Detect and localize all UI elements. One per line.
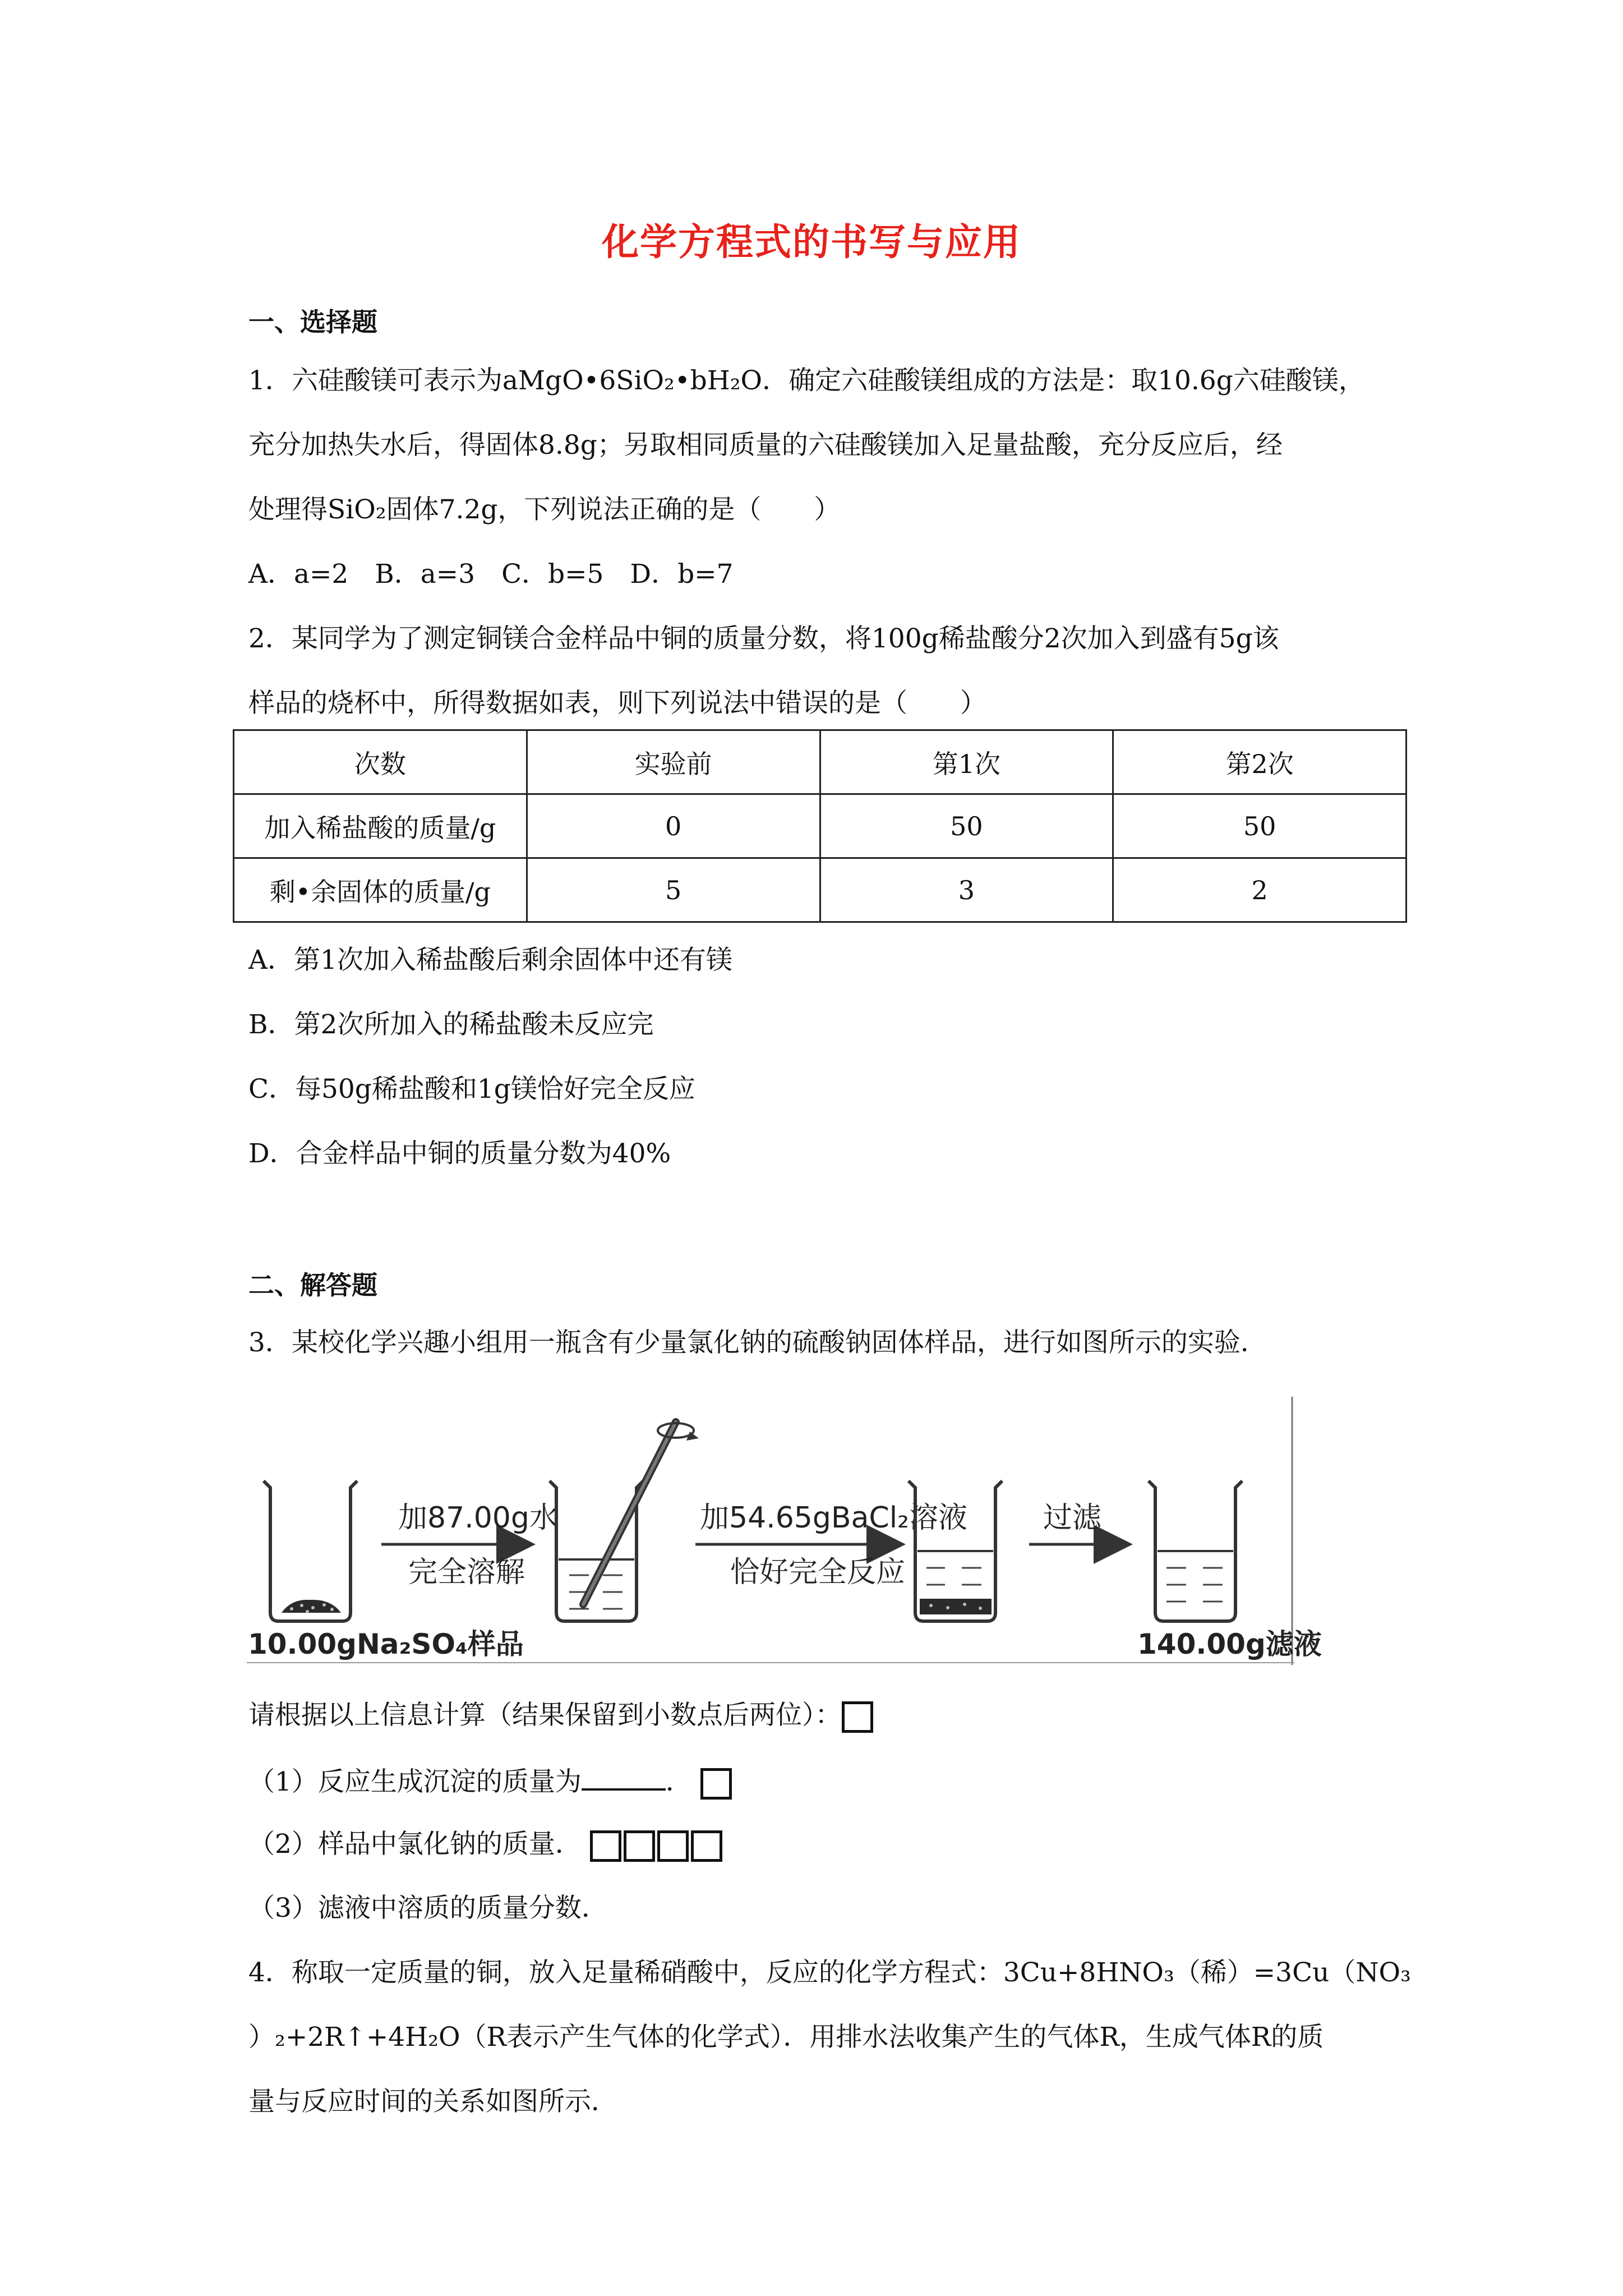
q3-intro [248, 1701, 875, 1733]
table-cell: 50 [820, 794, 1113, 858]
arrow-dissolve [381, 1501, 559, 1589]
arrow1-top-label: 加87.00g水 [398, 1501, 559, 1535]
answer-box[interactable] [691, 1830, 722, 1862]
q2-option-d: D．合金样品中铜的质量分数为40% [248, 1138, 671, 1169]
q3-sub1 [248, 1766, 734, 1800]
answer-box[interactable] [842, 1701, 873, 1733]
answer-box[interactable] [624, 1830, 655, 1862]
table-cell: 3 [820, 858, 1113, 922]
table-cell: 0 [527, 794, 820, 858]
arrow3-top-label: 过滤 [1043, 1501, 1102, 1535]
arrow2-top-label: 加54.65gBaCl₂溶液 [700, 1501, 968, 1535]
q3-sub2 [248, 1830, 725, 1862]
q2-option-b: B．第2次所加入的稀盐酸未反应完 [248, 1009, 654, 1040]
q4-line2: ）₂+2R↑+4H₂O（R表示产生气体的化学式）．用排水法收集产生的气体R，生成气体R的质 [248, 2022, 1324, 2053]
filtrate-label: 140.00g滤液 [1137, 1628, 1322, 1660]
beaker-filtrate [1149, 1481, 1242, 1621]
q1-options: A．a=2 B．a=3 C．b=5 D．b=7 [248, 559, 734, 590]
table-cell: 2 [1113, 858, 1407, 922]
arrow1-bottom-label: 完全溶解 [408, 1556, 525, 1589]
q3-sub1-end: ． [665, 1766, 692, 1797]
beaker-sample [264, 1481, 357, 1621]
q2-line1: 2．某同学为了测定铜镁合金样品中铜的质量分数，将100g稀盐酸分2次加入到盛有5g该 [248, 623, 1279, 654]
q4-line1: 4．称取一定质量的铜，放入足量稀硝酸中，反应的化学方程式：3Cu+8HNO₃（稀）=3Cu（NO₃ [248, 1957, 1411, 1988]
experiment-diagram [247, 1397, 1322, 1665]
q4-line3: 量与反应时间的关系如图所示． [248, 2086, 617, 2117]
sample-label: 10.00gNa₂SO₄样品 [248, 1628, 524, 1660]
q3-sub1-text: （1）反应生成沉淀的质量为 [248, 1766, 582, 1797]
q2-option-c: C．每50g稀盐酸和1g镁恰好完全反应 [248, 1074, 695, 1105]
arrow2-bottom-label: 恰好完全反应 [730, 1556, 906, 1589]
table-row [234, 858, 1407, 922]
q3-line1: 3．某校化学兴趣小组用一瓶含有少量氯化钠的硫酸钠固体样品，进行如图所示的实验． [248, 1327, 1267, 1358]
q2-line2: 样品的烧杯中，所得数据如表，则下列说法中错误的是（ ） [248, 688, 986, 719]
section-heading-answer: 二、解答题 [248, 1270, 377, 1300]
table-header-cell: 实验前 [527, 730, 820, 794]
table-cell: 5 [527, 858, 820, 922]
answer-blank[interactable] [582, 1766, 666, 1791]
q2-option-a: A．第1次加入稀盐酸后剩余固体中还有镁 [248, 945, 732, 976]
table-header-row [234, 730, 1407, 794]
q3-sub2-text: （2）样品中氯化钠的质量． [248, 1829, 582, 1860]
answer-box[interactable] [590, 1830, 621, 1862]
arrow-react [695, 1501, 967, 1589]
q1-line1: 1．六硅酸镁可表示为aMgO•6SiO₂•bH₂O．确定六硅酸镁组成的方法是：取10.6g六硅酸镁， [248, 365, 1365, 396]
section-heading-choice: 一、选择题 [248, 307, 377, 337]
page-title: 化学方程式的书写与应用 [602, 220, 1021, 264]
table-header-cell: 次数 [234, 730, 527, 794]
table-cell: 50 [1113, 794, 1407, 858]
answer-box[interactable] [700, 1768, 732, 1800]
table-row [234, 794, 1407, 858]
q3-sub3: （3）滤液中溶质的质量分数． [248, 1893, 608, 1924]
q1-line2: 充分加热失水后，得固体8.8g；另取相同质量的六硅酸镁加入足量盐酸，充分反应后，经 [248, 430, 1283, 461]
beaker-dissolving [550, 1422, 699, 1621]
table-cell: 剩•余固体的质量/g [234, 858, 527, 922]
table-cell: 加入稀盐酸的质量/g [234, 794, 527, 858]
q1-line3: 处理得SiO₂固体7.2g，下列说法正确的是（ ） [248, 494, 841, 525]
arrow-filter [1029, 1501, 1127, 1544]
answer-box[interactable] [657, 1830, 689, 1862]
table-header-cell: 第2次 [1113, 730, 1407, 794]
data-table [233, 729, 1407, 923]
q3-intro-text: 请根据以上信息计算（结果保留到小数点后两位）： [248, 1700, 842, 1731]
table-header-cell: 第1次 [820, 730, 1113, 794]
